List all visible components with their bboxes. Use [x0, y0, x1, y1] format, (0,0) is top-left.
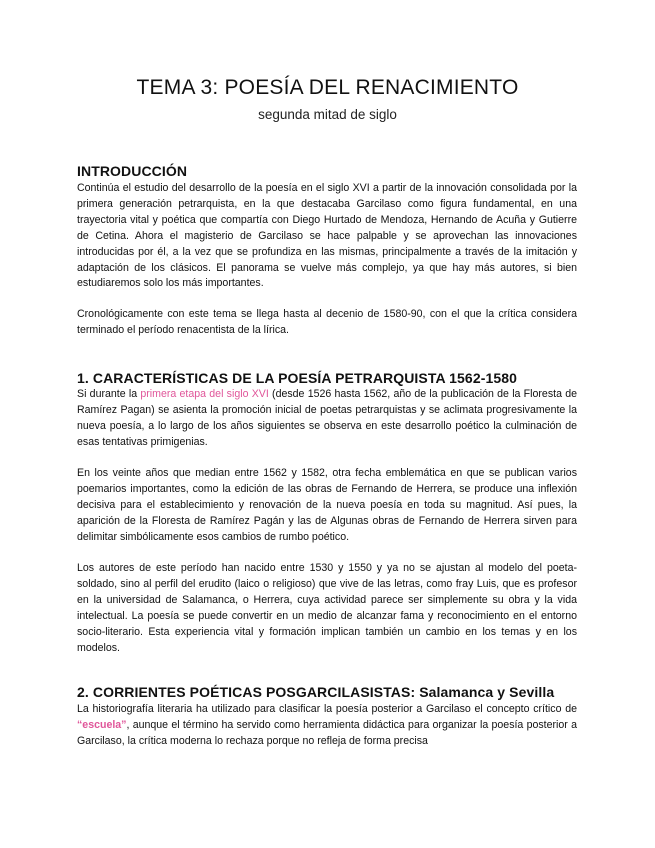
section2-paragraph-1-wrap — [77, 702, 577, 750]
section2-heading: 2. CORRIENTES POÉTICAS POSGARCILASISTAS: Salamanca y Sevilla — [77, 684, 555, 700]
section1-paragraph-3-wrap — [77, 561, 577, 656]
section1-p1-text-a: Si durante la — [77, 388, 141, 400]
intro-paragraph-1-wrap — [77, 181, 577, 292]
section2-heading-wrap — [77, 684, 577, 700]
section1-paragraph-1 — [77, 387, 577, 451]
section1-p1-text-b: (desde 1526 hasta 1562, año de la publicación de la Floresta de Ramírez Pagan) se asienta la promoción inicial de poetas petrarquistas y se aclimata progresivamente la nueva poesía, a lo largo de los años siguientes se observa en este desarrollo poético la culminación de esas tentativas primigenias. — [77, 388, 577, 448]
intro-heading: INTRODUCCIÓN — [77, 163, 188, 179]
section1-paragraph-2-wrap — [77, 466, 577, 546]
intro-paragraph-1: Continúa el estudio del desarrollo de la poesía en el siglo XVI a partir de la innovación consolidada por la primera generación petrarquista, en la que destacaba Garcilaso como figura fundamental, en una trayectoria vital y poética que compartía con Diego Hurtado de Mendoza, Hernando de Acuña y Gutierre de Cetina. Ahora el magisterio de Garcilaso se hace palpable y se aprovechan las innovaciones introducidas por él, a la vez que se profundiza en las mismas, principalmente a través de la imitación y adaptación de los clásicos. El panorama se vuelve más complejo, ya que hay más autores, si bien estudiaremos solo los más importantes. — [77, 182, 577, 290]
section2-p1-text-a: La historiografía literaria ha utilizado para clasificar la poesía posterior a Garcilaso el concepto crítico de — [77, 703, 577, 715]
page-subtitle: segunda mitad de siglo — [258, 107, 397, 122]
section1-heading: 1. CARACTERÍSTICAS DE LA POESÍA PETRARQUISTA 1562-1580 — [77, 370, 518, 386]
section1-paragraph-2: En los veinte años que median entre 1562 y 1582, otra fecha emblemática en que se publican varios poemarios importantes, como la edición de las obras de Fernando de Herrera, se produce una inflexión decisiva para el establecimiento y renovación de la nueva poesía en toda su magnitud. Así pues, la aparición de la Floresta de Ramírez Pagán y las de Algunas obras de Fernando de Herrera sirven para delimitar simbólicamente esos cambios de rumbo poético. — [77, 467, 577, 543]
section1-heading-wrap — [77, 370, 577, 386]
escuela-term: “escuela” — [77, 718, 127, 731]
intro-paragraph-2-wrap — [77, 307, 577, 339]
intro-section — [77, 163, 577, 179]
intro-paragraph-2: Cronológicamente con este tema se llega hasta al decenio de 1580-90, con el que la crítica considera terminado el período renacentista de la lírica. — [77, 308, 577, 336]
primera-etapa-link[interactable]: primera etapa del siglo XVI — [140, 388, 269, 400]
section1-paragraph-3: Los autores de este período han nacido entre 1530 y 1550 y ya no se ajustan al modelo del poeta-soldado, sino al perfil del erudito (laico o religioso) que vive de las letras, como fray Luis, que es profesor en la universidad de Salamanca, o Herrera, cuya actividad parece ser simplemente su obra y la vida intelectual. La poesía se puede convertir en un medio de alcanzar fama y reconocimiento en el entorno socio-literario. Esta experiencia vital y formación implican también un cambio en los temas y en los modelos. — [77, 562, 577, 654]
section2-p1-text-b: , aunque el término ha servido como herramienta didáctica para organizar la poesía posterior a Garcilaso, la crítica moderna lo rechaza porque no refleja de forma precisa — [77, 718, 577, 747]
page-title: TEMA 3: POESÍA DEL RENACIMIENTO — [136, 76, 519, 99]
section2-paragraph-1 — [77, 702, 577, 750]
section1-paragraph-1-wrap — [77, 387, 577, 451]
